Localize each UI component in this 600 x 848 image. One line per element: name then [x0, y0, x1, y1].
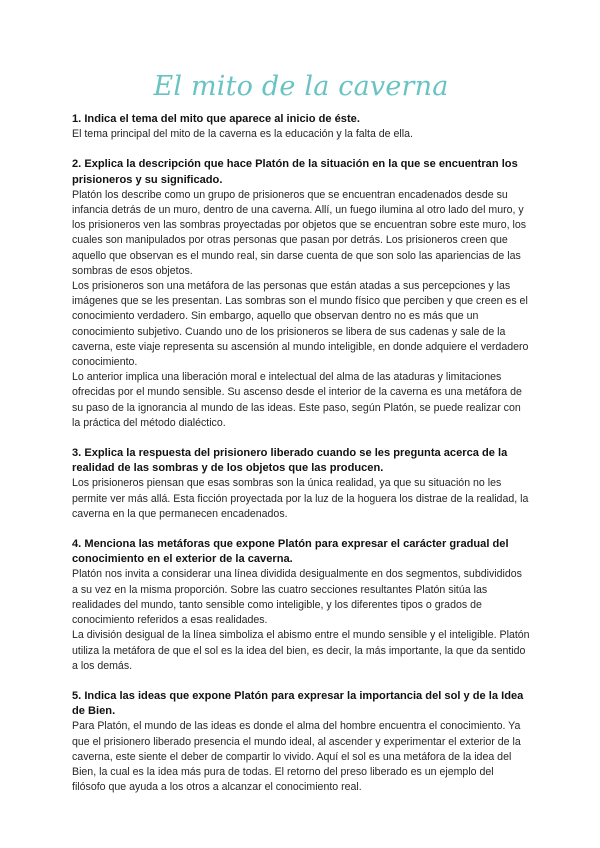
answer-paragraph: La división desigual de la línea simboliza el abismo entre el mundo sensible y el inteligible. Platón utiliza la metáfora de que el sol es la idea del bien, es decir, la más importante, la que da sentido a los demás. [72, 629, 530, 672]
answer-paragraph: El tema principal del mito de la caverna es la educación y la falta de ella. [72, 128, 413, 141]
answer-paragraph: Los prisioneros son una metáfora de las personas que están atadas a sus percepciones y las imágenes que se les presentan. Las sombras son el mundo físico que perciben y que creen es el conocimiento verdadero. Sin embargo, aquello que observan dentro no es más que un conocimiento subjetivo. Cuando uno de los prisioneros se libera de sus cadenas y sale de la caverna, este viaje representa su ascensión al mundo inteligible, en donde adquiere el verdadero conocimiento. [72, 280, 529, 369]
section-4 [72, 537, 530, 674]
section-1 [72, 112, 530, 142]
page-title: El mito de la caverna [153, 71, 449, 102]
question-heading: 5. Indica las ideas que expone Platón para expresar la importancia del sol y de la Idea de Bien. [72, 689, 524, 718]
question-heading: 4. Menciona las metáforas que expone Platón para expresar el carácter gradual del conocimiento en el exterior de la caverna. [72, 538, 509, 566]
question-heading: 2. Explica la descripción que hace Platón de la situación en la que se encuentran los prisioneros y su significado. [72, 158, 518, 186]
section-2 [72, 157, 530, 431]
answer-paragraph: Para Platón, el mundo de las ideas es donde el alma del hombre encuentra el conocimiento. Ya que el prisionero liberado presencia el mundo ideal, al ascender y experimentar el exterior de la caverna, este siente el deber de compartir lo vivido. Aquí el sol es una metáfora de la idea del Bien, la cual es la idea más pura de todas. El retorno del preso liberado es un ejemplo del filósofo que ayuda a los otros a alcanzar el conocimiento real. [72, 720, 521, 794]
answer-paragraph: Los prisioneros piensan que esas sombras son la única realidad, ya que su situación no les permite ver más allá. Esta ficción proyectada por la luz de la hoguera los distrae de la realidad, la caverna en la que permanecen encadenados. [72, 477, 529, 520]
answer-paragraph: Lo anterior implica una liberación moral e intelectual del alma de las ataduras y limitaciones ofrecidas por el mundo sensible. Su ascenso desde el interior de la caverna es una metáfora de su paso de la ignorancia al mundo de las ideas. Este paso, según Platón, se puede realizar con la práctica del método dialéctico. [72, 371, 522, 429]
section-5 [72, 689, 530, 795]
question-heading: 3. Explica la respuesta del prisionero liberado cuando se les pregunta acerca de la realidad de las sombras y de los objetos que las producen. [72, 447, 508, 475]
question-heading: 1. Indica el tema del mito que aparece al inicio de éste. [72, 113, 360, 125]
section-3 [72, 446, 530, 522]
answer-paragraph: Platón los describe como un grupo de prisioneros que se encuentran encadenados desde su infancia detrás de un muro, dentro de una caverna. Allí, un fuego ilumina al otro lado del muro, y los prisioneros ven las sombras proyectadas por objetos que se encuentran sobre este muro, los cuales son manipulados por otras personas que pasan por detrás. Los prisioneros creen que aquello que observan es el mundo real, sin darse cuenta de que son solo las apariencias de las sombras de esos objetos. [72, 188, 527, 277]
answer-paragraph: Platón nos invita a considerar una línea dividida desigualmente en dos segmentos, subdivididos a su vez en la misma proporción. Sobre las cuatro secciones resultantes Platón sitúa las realidades del mundo, tanto sensible como inteligible, y los diferentes tipos o grados de conocimiento referidos a esas realidades. [72, 568, 522, 627]
